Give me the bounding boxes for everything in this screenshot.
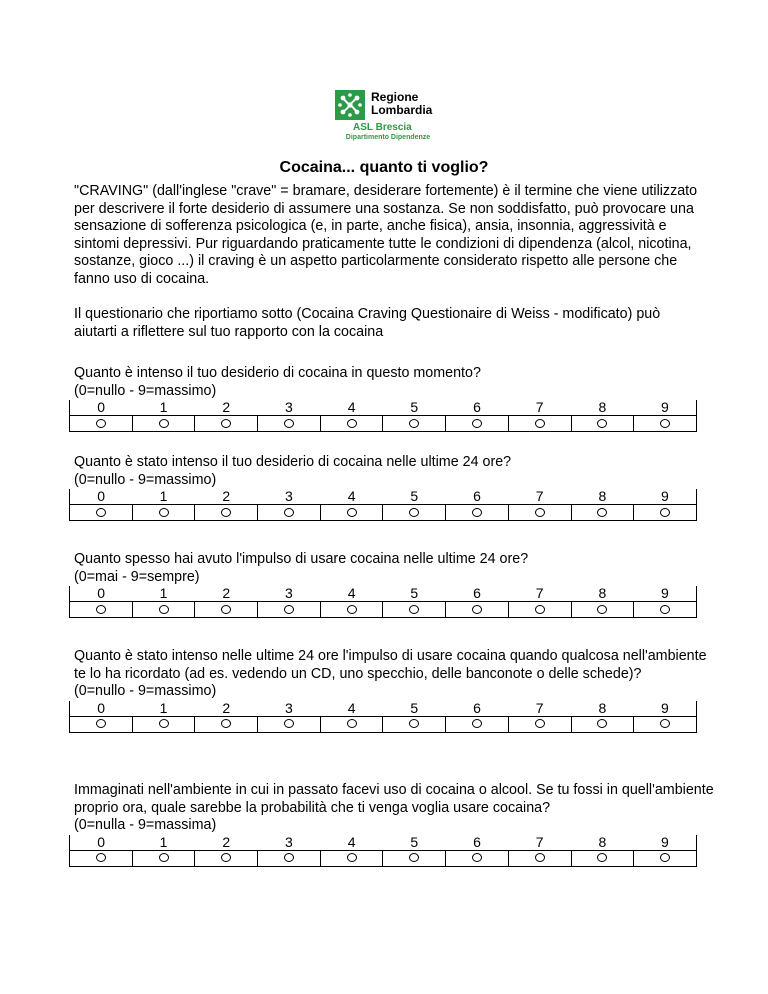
radio-button-1[interactable]: [159, 853, 169, 862]
scale-value-label: 6: [473, 699, 481, 716]
question-3: [74, 551, 714, 618]
scale-value-label: 6: [473, 399, 481, 415]
logo-asl: ASL Brescia: [353, 122, 412, 133]
scale-value-label: 5: [410, 585, 419, 601]
scale-value-label: 6: [473, 585, 481, 601]
radio-button-1[interactable]: [159, 719, 169, 728]
radio-button-5[interactable]: [409, 853, 419, 862]
rating-scale: [69, 586, 697, 618]
radio-cell: [508, 716, 571, 732]
question-4: [74, 648, 714, 733]
scale-value-label: 2: [222, 399, 231, 415]
radio-cell: [446, 850, 509, 866]
radio-button-5[interactable]: [409, 419, 419, 428]
radio-button-7[interactable]: [535, 605, 545, 614]
scale-value-label: 8: [598, 399, 607, 415]
radio-cell: [195, 505, 258, 521]
radio-cell: [258, 716, 321, 732]
radio-button-9[interactable]: [660, 719, 670, 728]
radio-button-5[interactable]: [409, 605, 419, 614]
radio-cell: [571, 602, 634, 618]
scale-value-label: 3: [285, 399, 293, 415]
radio-cell: [320, 416, 383, 432]
radio-button-4[interactable]: [347, 419, 357, 428]
scale-value-label: 8: [598, 833, 607, 850]
radio-cell: [634, 850, 697, 866]
scale-value-label: 0: [70, 489, 133, 505]
radio-button-4[interactable]: [347, 605, 357, 614]
radio-button-3[interactable]: [284, 419, 294, 428]
radio-button-9[interactable]: [660, 508, 670, 517]
scale-value-label: 1: [159, 399, 168, 415]
scale-value-label: 9: [634, 489, 697, 505]
question-text: Quanto è intenso il tuo desiderio di cocaina in questo momento?: [74, 365, 481, 381]
question-text: Quanto è stato intenso il tuo desiderio di cocaina nelle ultime 24 ore?: [74, 454, 512, 470]
radio-button-2[interactable]: [221, 508, 231, 517]
scale-value-label: 2: [222, 585, 231, 601]
radio-cell: [634, 416, 697, 432]
radio-cell: [446, 416, 509, 432]
radio-button-2[interactable]: [221, 853, 231, 862]
radio-button-0[interactable]: [96, 605, 106, 614]
radio-cell: [383, 850, 446, 866]
scale-value-label: 5: [410, 399, 419, 415]
radio-button-1[interactable]: [159, 605, 169, 614]
radio-button-4[interactable]: [347, 508, 357, 517]
rating-scale: [69, 400, 697, 432]
radio-cell: [446, 716, 509, 732]
radio-cell: [508, 505, 571, 521]
question-scale-legend: (0=mai - 9=sempre): [74, 568, 200, 585]
question-text: Immaginati nell'ambiente in cui in passato facevi uso di cocaina o alcool. Se tu fossi in quell'ambiente proprio ora, quale sarebbe la probabilità che ti venga voglia usare cocaina?: [74, 782, 714, 816]
scale-value-label: 0: [70, 586, 133, 602]
radio-button-2[interactable]: [221, 719, 231, 728]
radio-cell: [258, 850, 321, 866]
question-scale-legend: (0=nulla - 9=massima): [74, 817, 217, 833]
radio-button-6[interactable]: [472, 605, 482, 614]
radio-cell: [446, 505, 509, 521]
radio-button-3[interactable]: [284, 508, 294, 517]
rating-scale: [69, 701, 697, 733]
radio-cell: [320, 716, 383, 732]
radio-button-0[interactable]: [96, 719, 106, 728]
question-scale-legend: (0=nullo - 9=massimo): [74, 382, 217, 399]
radio-cell: [70, 850, 133, 866]
radio-cell: [195, 850, 258, 866]
radio-button-4[interactable]: [347, 719, 357, 728]
question-1: [74, 365, 714, 432]
scale-value-label: 7: [535, 585, 544, 601]
radio-button-7[interactable]: [535, 853, 545, 862]
radio-cell: [571, 850, 634, 866]
radio-cell: [195, 416, 258, 432]
radio-cell: [383, 416, 446, 432]
radio-button-8[interactable]: [597, 508, 607, 517]
scale-value-label: 7: [535, 833, 544, 850]
question-text: Quanto è stato intenso nelle ultime 24 ore l'impulso di usare cocaina quando qualcosa nell'ambiente te lo ha ricordato (ad es. vedendo un CD, uno specchio, delle banconote o delle schede)?: [74, 648, 707, 682]
question-scale-legend: (0=nullo - 9=massimo): [74, 683, 217, 699]
radio-cell: [508, 416, 571, 432]
radio-cell: [320, 602, 383, 618]
radio-cell: [70, 416, 133, 432]
scale-value-label: 9: [634, 835, 697, 851]
radio-button-1[interactable]: [159, 508, 169, 517]
scale-value-label: 7: [535, 488, 544, 504]
radio-cell: [132, 602, 195, 618]
scale-value-label: 0: [70, 400, 133, 416]
radio-cell: [383, 602, 446, 618]
radio-button-2[interactable]: [221, 605, 231, 614]
scale-value-label: 3: [285, 488, 293, 504]
radio-button-6[interactable]: [472, 853, 482, 862]
scale-value-label: 4: [347, 833, 356, 850]
radio-button-9[interactable]: [660, 853, 670, 862]
radio-cell: [508, 850, 571, 866]
radio-button-5[interactable]: [409, 508, 419, 517]
radio-button-3[interactable]: [284, 719, 294, 728]
radio-cell: [571, 716, 634, 732]
logo-department: Dipartimento Dipendenze: [345, 134, 431, 141]
rating-scale: [69, 489, 697, 521]
radio-cell: [383, 716, 446, 732]
radio-button-1[interactable]: [159, 419, 169, 428]
radio-cell: [320, 850, 383, 866]
scale-value-label: 4: [347, 585, 356, 601]
scale-value-label: 9: [634, 586, 697, 602]
radio-cell: [132, 716, 195, 732]
question-5: [74, 782, 714, 867]
scale-value-label: 6: [473, 488, 481, 504]
rating-scale: [69, 835, 697, 867]
radio-button-9[interactable]: [660, 605, 670, 614]
radio-cell: [132, 505, 195, 521]
page-title: Cocaina... quanto ti voglio?: [279, 159, 489, 176]
radio-button-8[interactable]: [597, 719, 607, 728]
question-2: [74, 454, 714, 521]
rose-camuna-icon: [335, 90, 365, 120]
scale-value-label: 7: [535, 699, 544, 716]
question-text: Quanto spesso hai avuto l'impulso di usare cocaina nelle ultime 24 ore?: [74, 551, 529, 567]
radio-cell: [70, 602, 133, 618]
radio-cell: [258, 416, 321, 432]
radio-button-3[interactable]: [284, 853, 294, 862]
scale-value-label: 5: [410, 833, 419, 850]
radio-button-8[interactable]: [597, 853, 607, 862]
question-scale-legend: (0=nullo - 9=massimo): [74, 471, 217, 488]
radio-button-6[interactable]: [472, 719, 482, 728]
radio-button-7[interactable]: [535, 419, 545, 428]
radio-cell: [446, 602, 509, 618]
radio-button-2[interactable]: [221, 419, 231, 428]
radio-cell: [634, 716, 697, 732]
scale-value-label: 8: [598, 699, 607, 716]
scale-value-label: 4: [347, 488, 356, 504]
radio-cell: [132, 850, 195, 866]
scale-value-label: 1: [159, 833, 168, 850]
radio-cell: [634, 505, 697, 521]
scale-value-label: 1: [159, 585, 168, 601]
radio-button-0[interactable]: [96, 508, 106, 517]
scale-value-label: 6: [473, 833, 481, 850]
radio-cell: [320, 505, 383, 521]
radio-button-7[interactable]: [535, 508, 545, 517]
scale-value-label: 8: [598, 585, 607, 601]
radio-cell: [132, 416, 195, 432]
radio-cell: [195, 716, 258, 732]
scale-value-label: 5: [410, 699, 419, 716]
radio-cell: [70, 505, 133, 521]
scale-value-label: 3: [285, 585, 293, 601]
radio-cell: [508, 602, 571, 618]
scale-value-label: 7: [535, 399, 544, 415]
logo-regione-lombardia: [333, 88, 443, 144]
intro-paragraph-2: Il questionario che riportiamo sotto (Cocaina Craving Questionaire di Weiss - modificato) può aiutarti a riflettere sul tuo rapporto con la cocaina: [74, 306, 661, 340]
scale-value-label: 2: [222, 699, 231, 716]
scale-value-label: 4: [347, 399, 356, 415]
radio-cell: [258, 602, 321, 618]
radio-cell: [383, 505, 446, 521]
radio-cell: [571, 505, 634, 521]
scale-value-label: 1: [159, 488, 168, 504]
scale-value-label: 1: [159, 699, 168, 716]
radio-button-9[interactable]: [660, 419, 670, 428]
scale-value-label: 3: [285, 699, 293, 716]
radio-cell: [634, 602, 697, 618]
scale-value-label: 8: [598, 488, 607, 504]
radio-button-8[interactable]: [597, 419, 607, 428]
scale-value-label: 9: [634, 701, 697, 717]
radio-button-0[interactable]: [96, 419, 106, 428]
radio-cell: [571, 416, 634, 432]
radio-cell: [195, 602, 258, 618]
radio-button-6[interactable]: [472, 419, 482, 428]
scale-value-label: 0: [70, 835, 133, 851]
radio-cell: [258, 505, 321, 521]
scale-value-label: 3: [285, 833, 293, 850]
scale-value-label: 9: [634, 400, 697, 416]
radio-button-5[interactable]: [409, 719, 419, 728]
logo-name: Regione Lombardia: [371, 90, 433, 117]
scale-value-label: 5: [410, 488, 419, 504]
intro-paragraph: "CRAVING" (dall'inglese "crave" = bramare, desiderare fortemente) è il termine che viene utilizzato per descrivere il forte desiderio di assumere una sostanza. Se non soddisfatto, può provocare una sensazione di sofferenza psicologica (e, in parte, anche fisica), ansia, insonnia, aggressività e sintomi depressivi. Pur riguardando praticamente tutte le condizioni di dipendenza (alcol, nicotina, sostanze, gioco ...) il craving è un aspetto particolarmente considerato rispetto alle persone che fanno uso di cocaina.: [74, 183, 698, 287]
radio-button-3[interactable]: [284, 605, 294, 614]
scale-value-label: 2: [222, 488, 231, 504]
scale-value-label: 2: [222, 833, 231, 850]
radio-button-8[interactable]: [597, 605, 607, 614]
radio-button-7[interactable]: [535, 719, 545, 728]
scale-value-label: 0: [70, 701, 133, 717]
radio-button-4[interactable]: [347, 853, 357, 862]
radio-button-0[interactable]: [96, 853, 106, 862]
scale-value-label: 4: [347, 699, 356, 716]
radio-button-6[interactable]: [472, 508, 482, 517]
radio-cell: [70, 716, 133, 732]
